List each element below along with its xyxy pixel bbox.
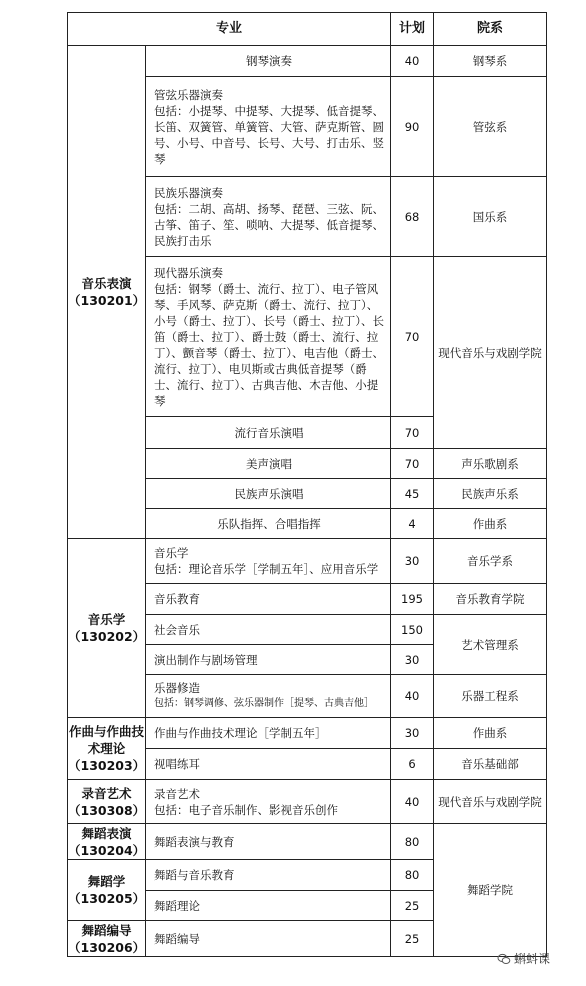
row-title: 乐队指挥、合唱指挥 [146,509,391,539]
row-plan: 30 [391,718,434,749]
row-detail: 包括：小提琴、中提琴、大提琴、低音提琴、长笛、双簧管、单簧管、大管、萨克斯管、圆号、小号、中音号、长号、大号、打击乐、竖琴 [154,103,384,166]
wechat-icon [497,952,511,966]
row-title: 社会音乐 [146,615,391,645]
row-major-cell [146,780,391,824]
row-plan: 70 [391,449,434,479]
row-title: 流行音乐演唱 [146,417,391,449]
row-title: 舞蹈与音乐教育 [146,860,391,891]
row-plan: 4 [391,509,434,539]
row-dept: 国乐系 [434,177,547,257]
row-title: 民族声乐演唱 [146,479,391,509]
table-row [68,718,547,749]
row-dept: 作曲系 [434,718,547,749]
table-row [68,539,547,584]
row-title: 乐器修造 [154,681,200,695]
row-major-cell [146,675,391,718]
watermark [497,950,550,967]
major-group-composition: 作曲与作曲技术理论 （130203） [68,718,146,780]
watermark-text: 蝌蚪课 [514,952,551,966]
row-title: 作曲与作曲技术理论［学制五年］ [146,718,391,749]
row-dept: 音乐教育学院 [434,584,547,615]
row-detail: 包括：二胡、高胡、扬琴、琵琶、三弦、阮、古筝、笛子、笙、唢呐、大提琴、低音提琴、民族打击乐 [154,201,384,248]
row-dept: 舞蹈学院 [434,824,547,957]
row-detail: 包括：钢琴（爵士、流行、拉丁）、电子管风琴、手风琴、萨克斯（爵士、流行、拉丁）、小号（爵士、拉丁）、长号（爵士、拉丁）、长笛（爵士、拉丁）、爵士鼓（爵士、流行、拉丁）、颤音琴（爵士、拉丁）、电吉他（爵士、流行、拉丁）、电贝斯或古典低音提琴（爵士、流行、拉丁）、古典吉他、木吉他、小提琴 [154,281,384,408]
row-title: 美声演唱 [146,449,391,479]
major-group-dance-performance: 舞蹈表演 （130204） [68,825,146,858]
row-title: 钢琴演奏 [146,46,391,77]
row-title: 视唱练耳 [146,749,391,780]
major-group-recording: 录音艺术 （130308） [68,780,146,824]
row-major-cell [146,177,391,257]
header-dept: 院系 [434,13,547,46]
major-group-performance: 音乐表演 （130201） [68,46,146,539]
row-dept: 管弦系 [434,77,547,177]
row-dept: 艺术管理系 [434,615,547,675]
row-title: 演出制作与剧场管理 [146,645,391,675]
row-title: 音乐学 [154,546,189,560]
major-group-musicology: 音乐学 （130202） [68,539,146,718]
header-plan: 计划 [391,13,434,46]
row-detail: 包括：电子音乐制作、影视音乐创作 [154,802,338,817]
row-dept: 音乐学系 [434,539,547,584]
row-dept: 钢琴系 [434,46,547,77]
row-dept: 乐器工程系 [434,675,547,718]
row-detail: 包括：钢琴调修、弦乐器制作［提琴、古典吉他］ [154,698,374,709]
row-plan: 30 [391,539,434,584]
row-dept: 声乐歌剧系 [434,449,547,479]
row-plan: 70 [391,257,434,417]
row-plan: 6 [391,749,434,780]
table-header-row [68,13,547,46]
row-title: 舞蹈表演与教育 [146,824,391,860]
row-plan: 40 [391,675,434,718]
row-title: 管弦乐器演奏 [154,87,223,102]
row-detail: 包括：理论音乐学［学制五年］、应用音乐学 [154,562,379,576]
row-title: 现代器乐演奏 [154,265,223,280]
table-row [68,46,547,77]
row-title: 音乐教育 [146,584,391,615]
row-plan: 195 [391,584,434,615]
row-major-cell [146,257,391,417]
row-dept: 音乐基础部 [434,749,547,780]
row-title: 录音艺术 [154,786,200,801]
row-plan: 40 [391,46,434,77]
row-title: 舞蹈编导 [146,921,391,957]
row-title: 民族乐器演奏 [154,185,223,200]
row-dept: 现代音乐与戏剧学院 [434,780,547,824]
major-group-dance-studies: 舞蹈学 （130205） [68,860,146,921]
row-plan: 80 [391,824,434,860]
row-plan: 80 [391,860,434,891]
row-plan: 45 [391,479,434,509]
row-dept: 现代音乐与戏剧学院 [434,257,547,449]
row-dept: 民族声乐系 [434,479,547,509]
row-major-cell [146,77,391,177]
row-plan: 150 [391,615,434,645]
row-plan: 25 [391,921,434,957]
major-group-choreography: 舞蹈编导 （130206） [68,922,146,955]
header-major: 专业 [68,13,391,46]
table-row [68,824,547,860]
row-plan: 25 [391,891,434,921]
row-plan: 40 [391,780,434,824]
admissions-plan-table [67,12,547,957]
row-dept: 作曲系 [434,509,547,539]
row-plan: 68 [391,177,434,257]
row-major-cell [146,539,391,584]
row-plan: 90 [391,77,434,177]
row-plan: 30 [391,645,434,675]
row-title: 舞蹈理论 [146,891,391,921]
table-row [68,780,547,824]
row-plan: 70 [391,417,434,449]
